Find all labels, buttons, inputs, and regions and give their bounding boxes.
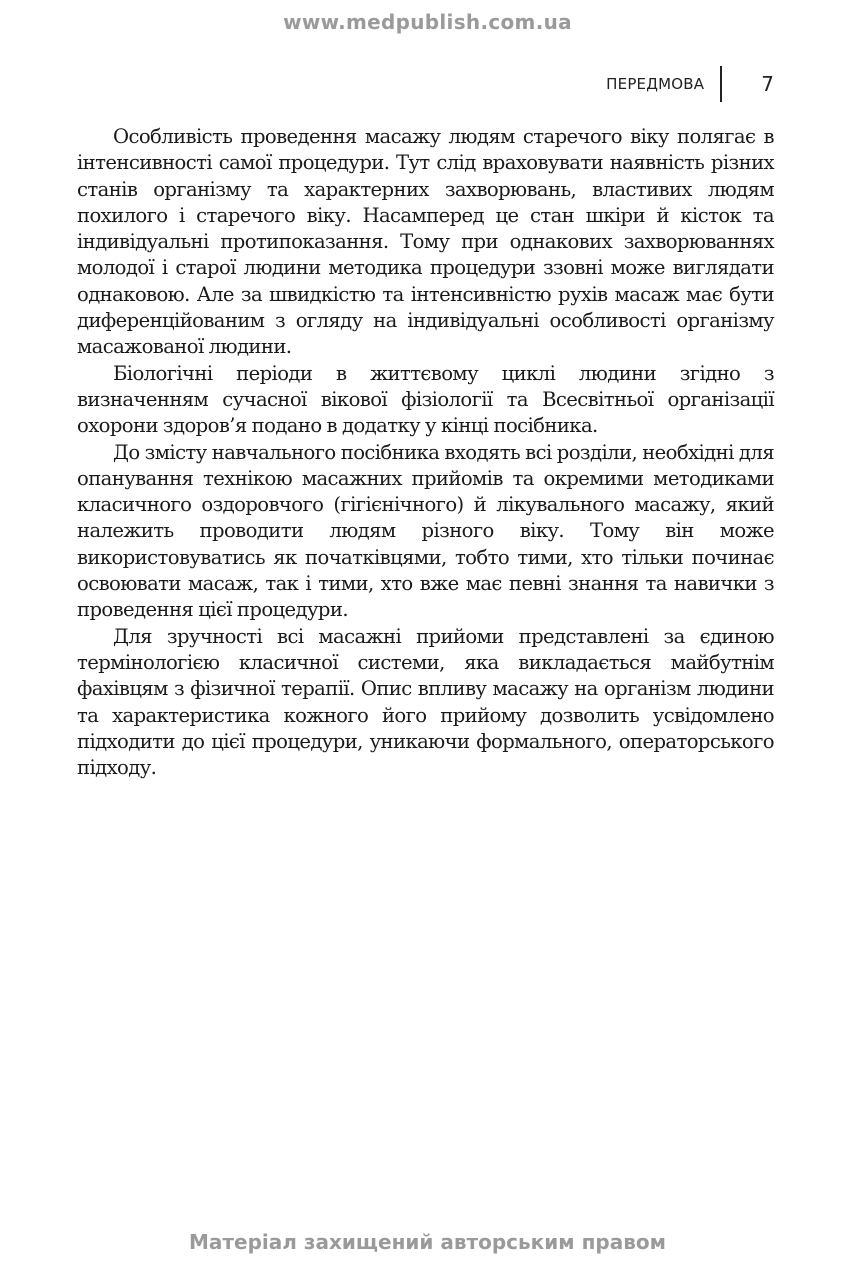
running-head	[606, 68, 774, 100]
watermark-top: www.medpublish.com.ua	[283, 10, 572, 34]
paragraph: До змісту навчального посібника входять всі розділи, необхідні для опанування технікою масажних прийомів та окремими методиками класичного оздоровчого (гігієнічного) й лікувального масажу, який належить проводити людям різного віку. Тому він може використовуватись як початківцями, тобто тими, хто тільки починає освоювати масаж, так і тими, хто вже має певні знання та навички з проведення цієї процедури.	[77, 440, 774, 622]
header-divider	[720, 66, 722, 102]
body-text	[77, 124, 774, 781]
section-title: ПЕРЕДМОВА	[606, 75, 705, 93]
watermark-bottom: Матеріал захищений авторським правом	[189, 1230, 666, 1254]
paragraph: Для зручності всі масажні прийоми представлені за єдиною термінологією класичної системи, яка викладається майбутнім фахівцям з фізичної терапії. Опис впливу масажу на організм людини та характеристика кожного його прийому дозволить усвідомлено підходити до цієї процедури, уникаючи формального, операторського підходу.	[77, 624, 774, 780]
page-number: 7	[761, 72, 774, 96]
paragraph: Особливість проведення масажу людям старечого віку полягає в інтенсивності самої процедури. Тут слід враховувати наявність різних станів організму та характерних захворювань, властивих людям похилого і старечого віку. Насамперед це стан шкіри й кісток та індивідуальні протипоказання. Тому при однакових захворюваннях молодої і старої людини методика процедури ззовні може виглядати однаковою. Але за швидкістю та інтенсивністю рухів масаж має бути диференційованим з огляду на індивідуальні особливості організму масажованої людини.	[77, 125, 774, 359]
paragraph: Біологічні періоди в життєвому циклі людини згідно з визначенням сучасної вікової фізіології та Всесвітньої організації охорони здоров’я подано в додатку у кінці посібника.	[77, 361, 774, 438]
